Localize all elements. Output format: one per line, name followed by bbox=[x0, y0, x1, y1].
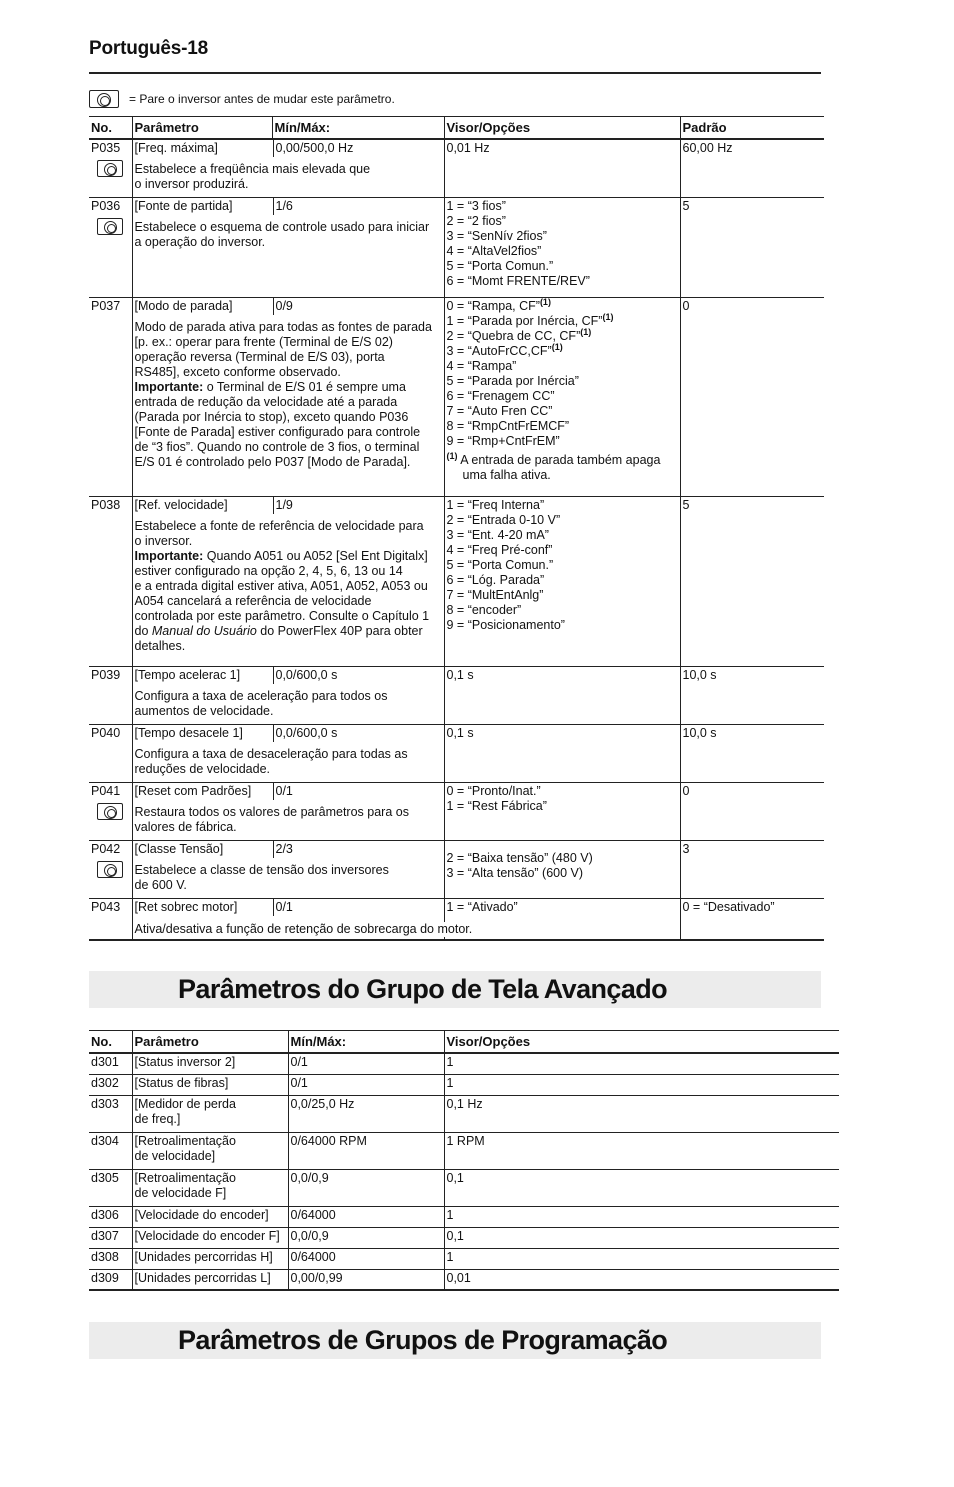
param-name: [Velocidade do encoder] bbox=[134, 1207, 269, 1222]
param-description-cell bbox=[132, 782, 444, 840]
param-minmax: 0,0/25,0 Hz bbox=[288, 1095, 444, 1132]
param-number-cell bbox=[89, 197, 132, 297]
param-description-cell bbox=[132, 139, 444, 197]
option bbox=[447, 434, 678, 449]
table-row bbox=[89, 1206, 839, 1227]
param-number: d305 bbox=[89, 1169, 132, 1206]
important-line: [Fonte de Parada] estiver configurado para controle bbox=[134, 424, 421, 439]
option bbox=[446, 296, 678, 314]
param-minmax: 0/64000 bbox=[288, 1206, 444, 1227]
option: 0,1 s bbox=[446, 667, 474, 682]
col-param: Parâmetro bbox=[132, 1031, 288, 1054]
description-line: o inversor. bbox=[134, 533, 193, 548]
footnote-ref: (1) bbox=[602, 311, 614, 322]
param-description bbox=[135, 689, 442, 719]
param-name: [Retroalimentação bbox=[134, 1133, 236, 1148]
param-description-cell bbox=[132, 297, 444, 496]
param-number-cell bbox=[89, 496, 132, 666]
param-options-cell bbox=[444, 666, 680, 724]
option: 6 = “Lóg. Parada” bbox=[446, 572, 545, 587]
param-number-cell bbox=[89, 840, 132, 898]
param-options-cell bbox=[444, 724, 680, 782]
param-default: 0 bbox=[680, 782, 824, 840]
param-minmax: 1/9 bbox=[273, 497, 293, 514]
option: 5 = “Porta Comun.” bbox=[446, 557, 554, 572]
table-row bbox=[89, 197, 824, 297]
param-options-cell bbox=[444, 139, 680, 197]
description-line: Estabelece a freqüência mais elevada que bbox=[134, 162, 371, 176]
param-description bbox=[135, 747, 442, 777]
option: 1 = “Rest Fábrica” bbox=[446, 798, 547, 813]
stop-drive-icon bbox=[97, 803, 123, 820]
text: do PowerFlex 40P para obter bbox=[256, 623, 423, 638]
description-line: valores de fábrica. bbox=[134, 819, 237, 834]
param-number-cell bbox=[89, 139, 132, 197]
param-number-cell bbox=[89, 724, 132, 782]
important-line: estiver configurado na opção 2, 4, 5, 6, 13 ou 14 bbox=[134, 563, 403, 578]
param-name: [Modo de parada] bbox=[134, 298, 233, 313]
param-number: P036 bbox=[91, 198, 121, 213]
param-display: 1 RPM bbox=[444, 1132, 839, 1169]
param-name: [Classe Tensão] bbox=[134, 841, 224, 856]
option: 4 = “AltaVel2fios” bbox=[446, 243, 542, 258]
table-row bbox=[89, 1227, 839, 1248]
param-name: de freq.] bbox=[134, 1111, 181, 1126]
param-minmax: 1/6 bbox=[273, 198, 293, 215]
section-title: Parâmetros do Grupo de Tela Avançado bbox=[178, 974, 668, 1004]
param-number: P041 bbox=[91, 783, 121, 798]
option: 1 = “Ativado” bbox=[446, 899, 518, 914]
table-row bbox=[89, 1095, 839, 1132]
param-number: d309 bbox=[89, 1269, 132, 1290]
important-text: Quando A051 ou A052 [Sel Ent Digitalx] bbox=[203, 548, 428, 563]
description-line: Ativa/desativa a função de retenção de sobrecarga do motor. bbox=[134, 921, 473, 936]
param-options-cell bbox=[444, 496, 680, 666]
option: 9 = “Posicionamento” bbox=[446, 617, 565, 632]
param-name-cell bbox=[132, 1132, 288, 1169]
option-text: 5 = “Parada por Inércia” bbox=[446, 373, 579, 388]
important-line: entrada de redução da velocidade até a parada bbox=[134, 394, 398, 409]
param-name-cell bbox=[132, 1074, 288, 1095]
param-display: 1 bbox=[444, 1248, 839, 1269]
option bbox=[446, 341, 678, 359]
param-number: P035 bbox=[91, 141, 121, 155]
option: 0 = “Pronto/Inat.” bbox=[446, 783, 541, 798]
parameter-table bbox=[89, 116, 824, 941]
param-number-cell bbox=[89, 297, 132, 496]
option bbox=[447, 419, 678, 434]
description-line: [p. ex.: operar para frente (Terminal de E/S 02) bbox=[134, 334, 393, 349]
param-name: [Reset com Padrões] bbox=[134, 783, 252, 798]
param-display: 1 bbox=[444, 1206, 839, 1227]
section-programming bbox=[89, 1322, 821, 1359]
description-line: o inversor produzirá. bbox=[134, 177, 249, 191]
option bbox=[446, 311, 678, 329]
param-name-cell bbox=[132, 1206, 288, 1227]
param-name: [Ret sobrec motor] bbox=[134, 899, 238, 914]
footnote-mark: (1) bbox=[446, 450, 458, 461]
table-row bbox=[89, 1248, 839, 1269]
option-text: 0 = “Rampa, CF” bbox=[446, 298, 540, 313]
param-display: 1 bbox=[444, 1053, 839, 1074]
section-advanced-display bbox=[89, 971, 821, 1008]
option: 0,1 s bbox=[446, 725, 474, 740]
param-number-cell bbox=[89, 898, 132, 940]
description-line: a operação do inversor. bbox=[134, 234, 266, 249]
param-default: 10,0 s bbox=[680, 666, 824, 724]
param-name: [Fonte de partida] bbox=[134, 198, 233, 213]
col-display: Visor/Opções bbox=[444, 117, 680, 140]
table-row bbox=[89, 139, 824, 197]
manual-title: Manual do Usuário bbox=[151, 623, 257, 638]
param-name: [Status inversor 2] bbox=[134, 1055, 236, 1069]
param-description-cell bbox=[132, 840, 444, 898]
description-line: de 600 V. bbox=[134, 877, 187, 892]
param-description bbox=[135, 805, 442, 835]
param-name-cell bbox=[132, 1269, 288, 1290]
param-name: [Ref. velocidade] bbox=[134, 497, 228, 512]
col-minmax: Mín/Máx: bbox=[272, 117, 444, 140]
param-number: d304 bbox=[89, 1132, 132, 1169]
param-display: 1 bbox=[444, 1074, 839, 1095]
section-title: Parâmetros de Grupos de Programação bbox=[178, 1325, 668, 1355]
param-description bbox=[135, 922, 495, 937]
description-line: Restaura todos os valores de parâmetros para os bbox=[134, 804, 409, 819]
param-description-cell bbox=[132, 496, 444, 666]
param-minmax: 0,0/600,0 s bbox=[273, 725, 338, 742]
text: do bbox=[134, 623, 152, 638]
param-description-cell bbox=[132, 666, 444, 724]
param-number: d306 bbox=[89, 1206, 132, 1227]
param-default: 5 bbox=[680, 197, 824, 297]
table-row bbox=[89, 782, 824, 840]
param-name: [Status de fibras] bbox=[134, 1075, 229, 1090]
footnote-text: uma falha ativa. bbox=[462, 467, 551, 482]
param-display: 0,1 Hz bbox=[444, 1095, 839, 1132]
param-name-cell bbox=[132, 1227, 288, 1248]
param-minmax: 0/9 bbox=[273, 298, 293, 315]
param-options-cell bbox=[444, 840, 680, 898]
footnote-ref: (1) bbox=[580, 326, 592, 337]
important-line: A054 cancelará a referência de velocidade bbox=[134, 593, 372, 608]
footnote bbox=[447, 449, 678, 483]
table-header-row bbox=[89, 117, 824, 140]
description-line: detalhes. bbox=[134, 638, 186, 653]
param-description bbox=[135, 519, 442, 654]
option: 7 = “MultEntAnlg” bbox=[446, 587, 544, 602]
param-name: [Tempo desacele 1] bbox=[134, 725, 243, 740]
option: 3 = “Alta tensão” (600 V) bbox=[446, 865, 584, 880]
option bbox=[447, 359, 678, 374]
description-line: reduções de velocidade. bbox=[134, 761, 271, 776]
table-header-row bbox=[89, 1031, 839, 1054]
param-number: P037 bbox=[91, 298, 121, 313]
option-text: 6 = “Frenagem CC” bbox=[446, 388, 555, 403]
param-minmax: 0,0/600,0 s bbox=[273, 667, 338, 684]
option: 2 = “2 fios” bbox=[446, 213, 506, 228]
table-row bbox=[89, 666, 824, 724]
param-number: P038 bbox=[91, 497, 121, 512]
param-name: [Freq. máxima] bbox=[134, 141, 218, 155]
param-minmax: 0,00/0,99 bbox=[288, 1269, 444, 1290]
param-number: P039 bbox=[91, 667, 121, 682]
param-default: 3 bbox=[680, 840, 824, 898]
table-row bbox=[89, 1169, 839, 1206]
param-name-cell bbox=[132, 1053, 288, 1074]
option: 8 = “encoder” bbox=[446, 602, 522, 617]
param-options-cell bbox=[444, 197, 680, 297]
param-name: [Unidades percorridas L] bbox=[134, 1270, 271, 1285]
option-text: 1 = “Parada por Inércia, CF” bbox=[446, 313, 603, 328]
param-display: 0,1 bbox=[444, 1227, 839, 1248]
param-number: d308 bbox=[89, 1248, 132, 1269]
table-row bbox=[89, 496, 824, 666]
col-display: Visor/Opções bbox=[444, 1031, 839, 1054]
param-minmax: 0,0/0,9 bbox=[288, 1169, 444, 1206]
footnote-ref: (1) bbox=[539, 296, 551, 307]
param-default: 5 bbox=[680, 496, 824, 666]
param-minmax: 0/1 bbox=[273, 899, 293, 916]
display-parameter-table bbox=[89, 1030, 839, 1291]
param-number: d303 bbox=[89, 1095, 132, 1132]
param-name: [Tempo acelerac 1] bbox=[134, 667, 241, 682]
option-text: 2 = “Quebra de CC, CF” bbox=[446, 328, 581, 343]
description-line: operação reversa (Terminal de E/S 03), porta bbox=[134, 349, 385, 364]
param-number: d307 bbox=[89, 1227, 132, 1248]
param-description-cell bbox=[132, 724, 444, 782]
param-default: 10,0 s bbox=[680, 724, 824, 782]
param-name: de velocidade F] bbox=[134, 1185, 227, 1200]
col-default: Padrão bbox=[680, 117, 824, 140]
param-name: [Medidor de perda bbox=[134, 1096, 236, 1111]
option: 1 = “Freq Interna” bbox=[446, 497, 545, 512]
param-description-cell bbox=[132, 898, 473, 940]
param-minmax: 0,0/0,9 bbox=[288, 1227, 444, 1248]
table-row bbox=[89, 840, 824, 898]
option: 2 = “Baixa tensão” (480 V) bbox=[446, 850, 593, 865]
description-line: Configura a taxa de desaceleração para todas as bbox=[134, 746, 408, 761]
param-minmax: 0,00/500,0 Hz bbox=[273, 140, 354, 157]
description-line: Modo de parada ativa para todas as fontes de parada bbox=[134, 319, 432, 334]
param-display: 0,01 bbox=[444, 1269, 839, 1290]
param-number: P043 bbox=[91, 899, 121, 914]
param-description bbox=[135, 863, 442, 893]
option: 3 = “Ent. 4-20 mA” bbox=[446, 527, 549, 542]
table-row bbox=[89, 724, 824, 782]
description-line: RS485], exceto conforme observado. bbox=[134, 364, 341, 379]
option: 5 = “Porta Comun.” bbox=[446, 258, 554, 273]
table-row bbox=[89, 1132, 839, 1169]
important-line: E/S 01 é controlado pelo P037 [Modo de Parada]. bbox=[134, 454, 411, 469]
option: 1 = “3 fios” bbox=[446, 198, 506, 213]
stop-drive-icon bbox=[97, 861, 123, 878]
param-minmax: 0/64000 bbox=[288, 1248, 444, 1269]
table-row bbox=[89, 1053, 839, 1074]
option bbox=[447, 374, 678, 389]
option-text: 7 = “Auto Fren CC” bbox=[446, 403, 553, 418]
param-name: [Unidades percorridas H] bbox=[134, 1249, 273, 1264]
param-minmax: 2/3 bbox=[273, 841, 293, 858]
param-options-cell bbox=[444, 297, 680, 496]
table-row bbox=[89, 898, 824, 940]
option: 4 = “Freq Pré-conf” bbox=[446, 542, 553, 557]
option-text: 8 = “RmpCntFrEMCF” bbox=[446, 418, 570, 433]
table-row bbox=[89, 1269, 839, 1290]
important-line: e a entrada digital estiver ativa, A051, A052, A053 ou bbox=[134, 578, 428, 593]
legend bbox=[89, 90, 395, 108]
important-text: o Terminal de E/S 01 é sempre uma bbox=[203, 379, 406, 394]
param-name: de velocidade] bbox=[134, 1148, 216, 1163]
header-rule bbox=[89, 72, 821, 74]
table-row bbox=[89, 297, 824, 496]
param-description bbox=[135, 220, 442, 250]
param-description-cell bbox=[132, 197, 444, 297]
param-number-cell bbox=[89, 666, 132, 724]
param-minmax: 0/1 bbox=[288, 1074, 444, 1095]
description-line: Estabelece a classe de tensão dos inversores bbox=[134, 862, 389, 877]
important-label: Importante: bbox=[134, 548, 204, 563]
param-description bbox=[135, 320, 442, 470]
option-text: 4 = “Rampa” bbox=[446, 358, 517, 373]
param-minmax: 0/1 bbox=[273, 783, 293, 800]
description-line: Configura a taxa de aceleração para todos os bbox=[134, 688, 388, 703]
important-line: (Parada por Inércia to stop), exceto quando P036 bbox=[134, 409, 409, 424]
param-number: d302 bbox=[89, 1074, 132, 1095]
param-options-cell bbox=[444, 782, 680, 840]
param-number-cell bbox=[89, 782, 132, 840]
stop-drive-icon bbox=[97, 160, 123, 177]
param-name-cell bbox=[132, 1248, 288, 1269]
col-minmax: Mín/Máx: bbox=[288, 1031, 444, 1054]
option bbox=[447, 389, 678, 404]
option-text: 9 = “Rmp+CntFrEM” bbox=[446, 433, 560, 448]
table-row bbox=[89, 1074, 839, 1095]
footnote-text: A entrada de parada também apaga bbox=[457, 452, 661, 467]
col-param: Parâmetro bbox=[132, 117, 272, 140]
footnote-ref: (1) bbox=[551, 341, 563, 352]
param-default: 60,00 Hz bbox=[680, 139, 824, 197]
param-number: d301 bbox=[89, 1053, 132, 1074]
page-header: Português-18 bbox=[89, 38, 209, 59]
param-minmax: 0/64000 RPM bbox=[288, 1132, 444, 1169]
param-name-cell bbox=[132, 1095, 288, 1132]
col-no: No. bbox=[89, 1031, 132, 1054]
param-default: 0 bbox=[680, 297, 824, 496]
important-line: de “3 fios”. Quando no controle de 3 fios, o terminal bbox=[134, 439, 420, 454]
param-name-cell bbox=[132, 1169, 288, 1206]
option: 6 = “Momt FRENTE/REV” bbox=[446, 273, 590, 288]
option: 0,01 Hz bbox=[446, 141, 490, 155]
param-name: [Retroalimentação bbox=[134, 1170, 236, 1185]
option: 3 = “SenNív 2fios” bbox=[446, 228, 547, 243]
param-number: P042 bbox=[91, 841, 121, 856]
param-name: [Velocidade do encoder F] bbox=[134, 1228, 280, 1243]
important-label: Importante: bbox=[134, 379, 204, 394]
option: 2 = “Entrada 0-10 V” bbox=[446, 512, 561, 527]
stop-drive-icon bbox=[97, 218, 123, 235]
param-description bbox=[135, 162, 442, 192]
description-line: Estabelece a fonte de referência de velocidade para bbox=[134, 518, 424, 533]
param-display: 0,1 bbox=[444, 1169, 839, 1206]
option bbox=[447, 404, 678, 419]
col-no: No. bbox=[89, 117, 132, 140]
option-text: 3 = “AutoFrCC,CF” bbox=[446, 343, 552, 358]
description-line: Estabelece o esquema de controle usado para iniciar bbox=[134, 219, 430, 234]
important-line: controlada por este parâmetro. Consulte o Capítulo 1 bbox=[134, 608, 430, 623]
description-line: aumentos de velocidade. bbox=[134, 703, 274, 718]
param-number: P040 bbox=[91, 725, 121, 740]
legend-text: = Pare o inversor antes de mudar este parâmetro. bbox=[129, 92, 395, 106]
param-default: 0 = “Desativado” bbox=[680, 898, 824, 940]
param-minmax: 0/1 bbox=[288, 1053, 444, 1074]
stop-drive-icon bbox=[89, 90, 119, 108]
